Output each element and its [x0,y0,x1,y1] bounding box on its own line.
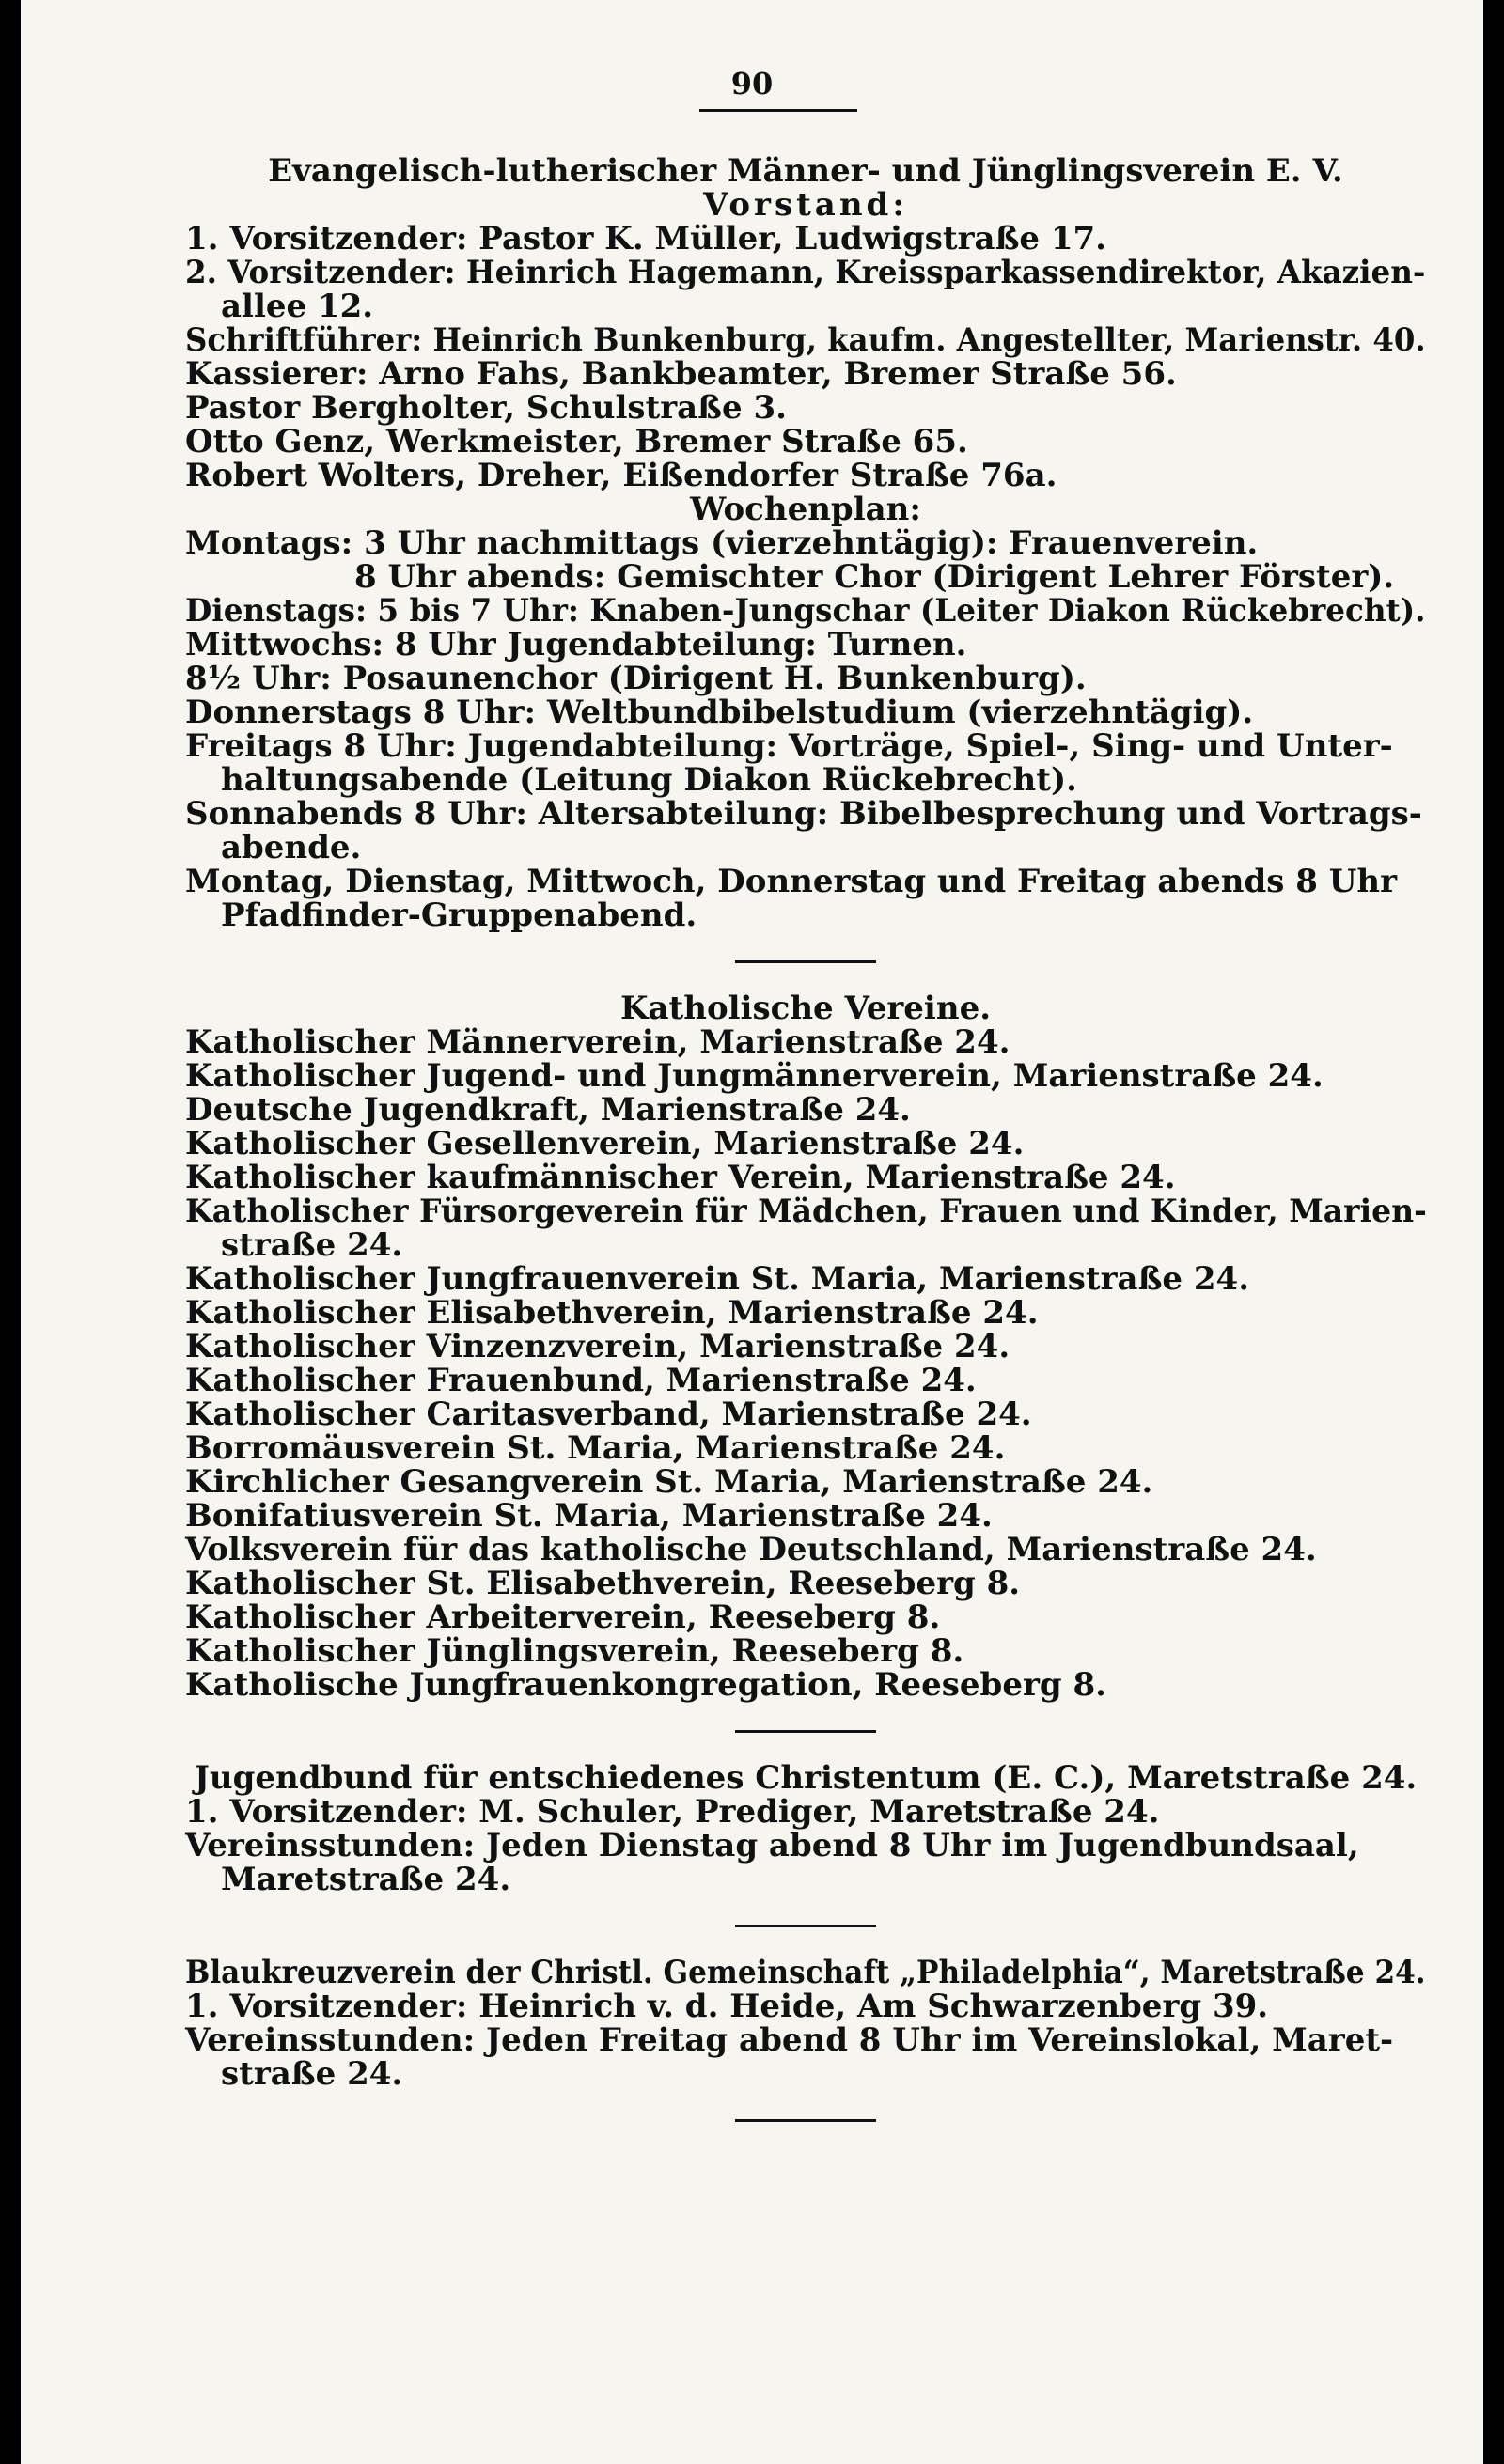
list-item: Katholischer St. Elisabethverein, Reeseberg 8. [185,1565,1021,1602]
list-item: Katholischer Fürsorgeverein für Mädchen, Frauen und Kinder, Marien- [185,1193,1427,1230]
board-line: allee 12. [221,288,374,325]
page-content [185,154,1426,2150]
schedule-line: Pfadfinder-Gruppenabend. [221,897,697,934]
board-heading: Vorstand: [703,186,908,224]
list-item: Katholischer kaufmännischer Verein, Marienstraße 24. [185,1159,1176,1196]
board-line: 1. Vorsitzender: Pastor K. Müller, Ludwigstraße 17. [185,220,1107,257]
section-divider [735,1730,876,1733]
board-line: Kassierer: Arno Fahs, Bankbeamter, Bremer Straße 56. [185,355,1177,393]
list-item: Katholischer Elisabethverein, Marienstraße 24. [185,1294,1039,1332]
schedule-line: Mittwochs: 8 Uhr Jugendabteilung: Turnen. [185,626,967,663]
blaukreuz-line: 1. Vorsitzender: Heinrich v. d. Heide, Am Schwarzenberg 39. [185,1988,1269,2025]
list-item: Katholischer Gesellenverein, Marienstraße 24. [185,1125,1025,1162]
list-item: Borromäusverein St. Maria, Marienstraße 24. [185,1429,1006,1467]
list-item: Katholischer Caritasverband, Marienstraße 24. [185,1396,1032,1433]
list-item: Katholischer Jugend- und Jungmännerverein, Marienstraße 24. [185,1057,1324,1095]
catholic-entries-list [185,1025,1426,1702]
list-item: Katholischer Vinzenzverein, Marienstraße 24. [185,1328,1010,1365]
list-item: straße 24. [221,1226,403,1264]
list-item: Kirchlicher Gesangverein St. Maria, Marienstraße 24. [185,1463,1153,1501]
section-divider [735,1925,876,1927]
section-title-blaukreuz: Blaukreuzverein der Christl. Gemeinschaft „Philadelphia“, Maretstraße 24. [185,1954,1426,1991]
board-line: Schriftführer: Heinrich Bunkenburg, kaufm. Angestellter, Marienstr. 40. [185,321,1426,359]
section-title-jugendbund: Jugendbund für entschiedenes Christentum (E. C.), Maretstraße 24. [194,1759,1418,1797]
list-item: Katholischer Jungfrauenverein St. Maria, Marienstraße 24. [185,1260,1250,1298]
schedule-line: Montag, Dienstag, Mittwoch, Donnerstag und Freitag abends 8 Uhr [185,863,1398,900]
section-title-katholisch: Katholische Vereine. [619,990,992,1027]
board-line: Robert Wolters, Dreher, Eißendorfer Straße 76a. [185,457,1058,494]
list-item: Katholischer Arbeiterverein, Reeseberg 8. [185,1598,941,1636]
schedule-line: Donnerstags 8 Uhr: Weltbundbibelstudium (vierzehntägig). [185,694,1254,731]
list-item: Katholische Jungfrauenkongregation, Reeseberg 8. [185,1666,1106,1704]
schedule-line: 8 Uhr abends: Gemischter Chor (Dirigent Lehrer Förster). [354,558,1395,596]
list-item: Katholischer Jünglingsverein, Reeseberg 8. [185,1632,964,1670]
section-divider [735,960,876,963]
schedule-line: Freitags 8 Uhr: Jugendabteilung: Vorträge, Spiel-, Sing- und Unter- [185,727,1393,765]
section-divider [735,2119,876,2122]
schedule-line: 8½ Uhr: Posaunenchor (Dirigent H. Bunkenburg). [185,660,1087,697]
section-title-evangelisch: Evangelisch-lutherischer Männer- und Jünglingsverein E. V. [268,152,1343,190]
schedule-line: Montags: 3 Uhr nachmittags (vierzehntägig): Frauenverein. [185,524,1259,562]
board-line: Otto Genz, Werkmeister, Bremer Straße 65. [185,423,968,460]
list-item: Deutsche Jugendkraft, Marienstraße 24. [185,1091,911,1129]
board-line: 2. Vorsitzender: Heinrich Hagemann, Kreissparkassendirektor, Akazien- [185,254,1426,291]
list-item: Bonifatiusverein St. Maria, Marienstraße 24. [185,1497,993,1535]
schedule-line: Sonnabends 8 Uhr: Altersabteilung: Bibelbesprechung und Vortrags- [185,795,1422,833]
page-number: 90 [730,66,774,101]
blaukreuz-line: straße 24. [221,2055,403,2093]
schedule-line: Dienstags: 5 bis 7 Uhr: Knaben-Jungschar (Leiter Diakon Rückebrecht). [185,592,1426,630]
schedule-line: haltungsabende (Leitung Diakon Rückebrecht). [221,761,1077,799]
list-item: Katholischer Frauenbund, Marienstraße 24. [185,1362,977,1399]
page-number-rule [699,109,857,112]
jugendbund-line: Vereinsstunden: Jeden Dienstag abend 8 Uhr im Jugendbundsaal, [185,1827,1359,1864]
jugendbund-line: 1. Vorsitzender: M. Schuler, Prediger, Maretstraße 24. [185,1793,1160,1831]
board-line: Pastor Bergholter, Schulstraße 3. [185,389,787,427]
list-item: Katholischer Männerverein, Marienstraße 24. [185,1023,1010,1061]
list-item: Volksverein für das katholische Deutschland, Marienstraße 24. [185,1531,1317,1568]
jugendbund-line: Maretstraße 24. [221,1861,511,1898]
document-page [21,0,1483,2464]
schedule-line: abende. [221,829,362,866]
schedule-heading: Wochenplan: [690,491,921,528]
blaukreuz-line: Vereinsstunden: Jeden Freitag abend 8 Uhr im Vereinslokal, Maret- [185,2021,1394,2059]
